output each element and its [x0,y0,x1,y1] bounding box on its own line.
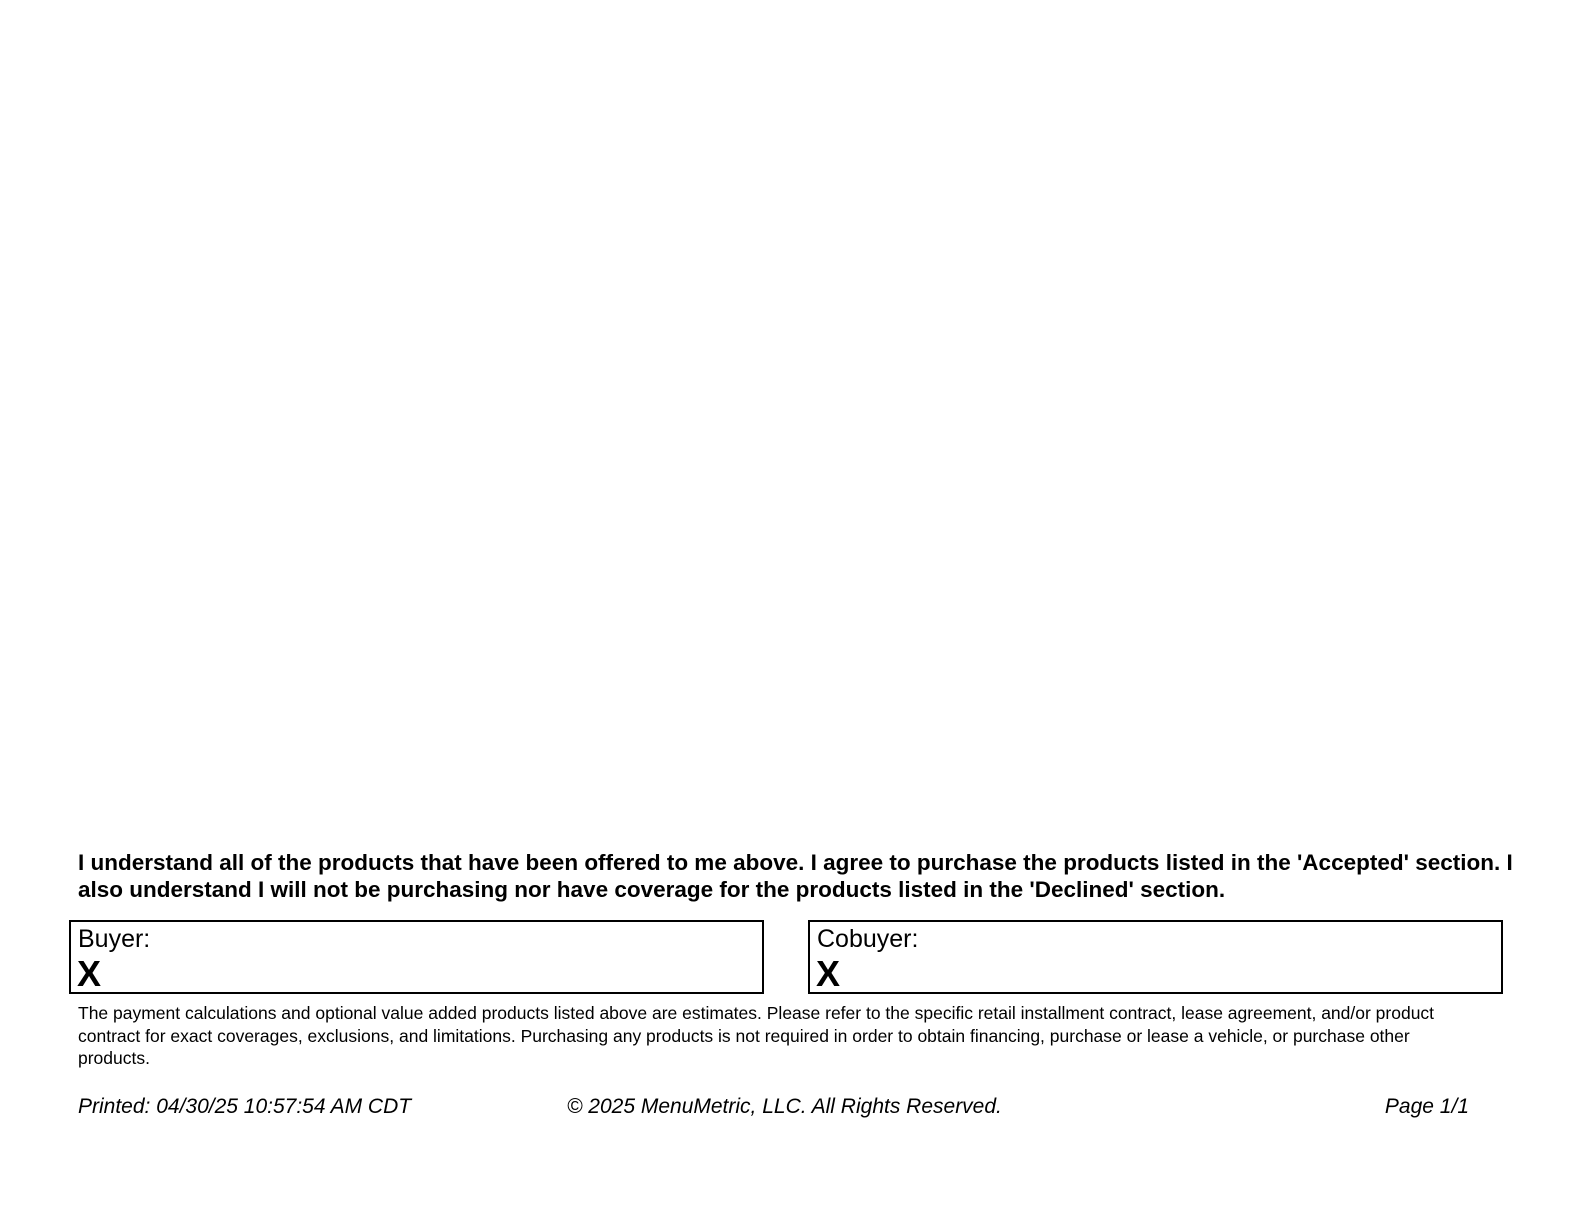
cobuyer-signature-box[interactable] [808,920,1503,994]
acknowledgement-statement: I understand all of the products that have been offered to me above. I agree to purchase the products listed in the 'Accepted' section. I also understand I will not be purchasing nor have coverage for the products listed in the 'Declined' section. [78,850,1513,902]
buyer-signature-mark: X [77,953,102,994]
printed-timestamp: Printed: 04/30/25 10:57:54 AM CDT [78,1095,412,1118]
disclaimer-text: The payment calculations and optional value added products listed above are estimates. Please refer to the specific retail installment contract, lease agreement, and/or product contract for exact coverages, exclusions, and limitations. Purchasing any products is not required in order to obtain financing, purchase or lease a vehicle, or purchase other products. [78,1003,1435,1068]
cobuyer-signature-label: Cobuyer: [817,925,919,953]
cobuyer-signature-mark: X [816,953,841,994]
page-number: Page 1/1 [1384,1095,1469,1118]
copyright-notice: © 2025 MenuMetric, LLC. All Rights Reserved. [567,1095,1002,1118]
buyer-signature-box[interactable] [69,920,764,994]
buyer-signature-label: Buyer: [78,925,151,953]
